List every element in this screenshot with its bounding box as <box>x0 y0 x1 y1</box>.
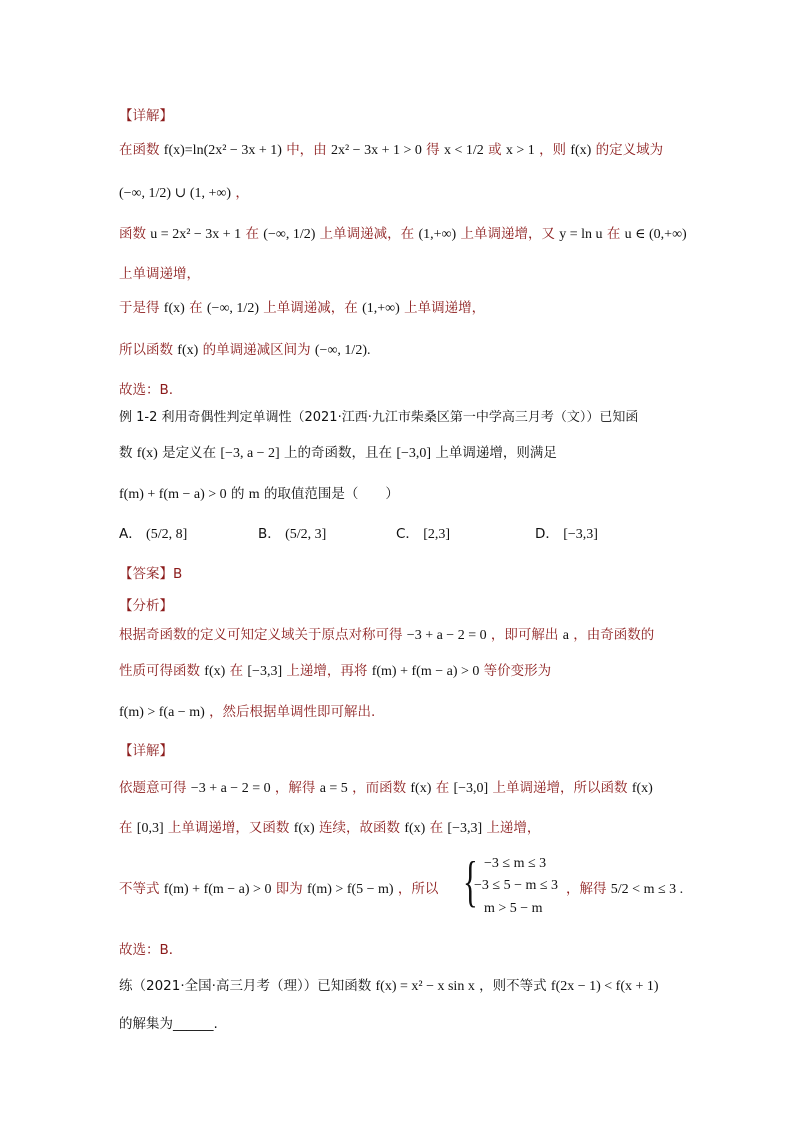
paragraph-line: 数 f(x) 是定义在 [−3, a − 2] 上的奇函数，且在 [−3,0] 上单调递增，则满足 <box>119 445 557 461</box>
paragraph-line: 在 [0,3] 上单调递增，又函数 f(x) 连续，故函数 f(x) 在 [−3,3] 上递增， <box>119 820 541 836</box>
paragraph-line: 根据奇函数的定义可知定义域关于原点对称可得 −3 + a − 2 = 0 ，即可解出 a ，由奇函数的 <box>119 627 655 643</box>
math-expression: f(x) <box>293 821 315 836</box>
math-expression: u ∈ (0,+∞) <box>624 227 687 242</box>
paragraph-line: 所以函数 f(x) 的单调递减区间为 (−∞, 1/2). <box>119 342 371 358</box>
paragraph-line: 在函数 f(x)=ln(2x² − 3x + 1) 中，由 2x² − 3x + 1 > 0 得 x < 1/2 或 x > 1 ，则 f(x) 的定义域为 <box>119 142 664 158</box>
example-title: 例 1-2 利用奇偶性判定单调性（2021·江西·九江市柴桑区第一中学高三月考（文））已知函 <box>119 410 639 425</box>
math-expression: f(m) > f(a − m) <box>119 705 205 720</box>
math-expression: (1,+∞) <box>362 301 400 316</box>
paragraph-line: 性质可得函数 f(x) 在 [−3,3] 上递增，再将 f(m) + f(m − a) > 0 等价变形为 <box>119 663 552 679</box>
math-expression: (−∞, 1/2) <box>263 227 316 242</box>
math-expression: f(x) <box>631 781 653 796</box>
paragraph-line: 故选：B． <box>119 942 183 958</box>
math-expression: [−3, a − 2] <box>220 446 280 461</box>
math-expression: u = 2x² − 3x + 1 <box>150 227 242 242</box>
math-expression: f(x) <box>204 664 226 679</box>
paragraph-line: 上单调递增， <box>119 266 200 282</box>
math-expression: f(x) <box>177 343 199 358</box>
math-expression: [−3,3] <box>247 664 283 679</box>
math-expression: −3 + a − 2 = 0 <box>190 781 271 796</box>
left-brace: { <box>463 851 478 913</box>
math-expression: [−3,0] <box>396 446 432 461</box>
math-expression: (1,+∞) <box>418 227 457 242</box>
math-expression: x > 1 <box>505 143 535 158</box>
math-expression: f(x) <box>570 143 592 158</box>
paragraph-line: f(m) + f(m − a) > 0 的 m 的取值范围是（ ） <box>119 486 399 502</box>
math-expression: f(m) > f(5 − m) <box>307 882 394 897</box>
answer-header: 【答案】B <box>119 566 183 582</box>
choice-a[interactable]: A． (5/2, 8] <box>119 526 188 542</box>
math-expression: f(x) <box>163 301 185 316</box>
paragraph-line: ，解得 5/2 < m ≤ 3 . <box>566 881 684 897</box>
analysis-header: 【分析】 <box>119 598 173 614</box>
math-expression: y = ln u <box>559 227 603 242</box>
paragraph-line: (−∞, 1/2) ∪ (1, +∞) ， <box>119 185 249 201</box>
paragraph-line: 于是得 f(x) 在 (−∞, 1/2) 上单调递减，在 (1,+∞) 上单调递增， <box>119 300 486 316</box>
math-expression: a = 5 <box>319 781 348 796</box>
paragraph-line: 不等式 f(m) + f(m − a) > 0 即为 f(m) > f(5 − m) ，所以 <box>119 881 439 897</box>
math-expression: 2x² − 3x + 1 > 0 <box>330 143 422 158</box>
choice-b[interactable]: B． (5/2, 3] <box>258 526 327 542</box>
detail-header: 【详解】 <box>119 108 173 124</box>
math-expression: f(m) + f(m − a) > 0 <box>119 487 227 502</box>
detail-header: 【详解】 <box>119 743 173 759</box>
math-expression: (−∞, 1/2). <box>314 343 371 358</box>
math-expression: (−∞, 1/2) <box>206 301 259 316</box>
math-expression: f(x) <box>404 821 426 836</box>
math-expression: [−3,3] <box>447 821 483 836</box>
paragraph-line: 函数 u = 2x² − 3x + 1 在 (−∞, 1/2) 上单调递减，在 (1,+∞) 上单调递增，又 y = ln u 在 u ∈ (0,+∞) <box>119 226 687 242</box>
math-expression: [−3,0] <box>453 781 489 796</box>
paragraph-line: 依题意可得 −3 + a − 2 = 0 ，解得 a = 5 ，而函数 f(x) 在 [−3,0] 上单调递增，所以函数 f(x) <box>119 780 653 796</box>
paragraph-line: 练（2021·全国·高三月考（理））已知函数 f(x) = x² − x sin x ，则不等式 f(2x − 1) < f(x + 1) <box>119 978 659 994</box>
math-expression: f(x) <box>136 446 158 461</box>
math-expression: (−∞, 1/2) ∪ (1, +∞) <box>119 186 232 201</box>
math-expression: f(x) = x² − x sin x <box>375 979 475 994</box>
math-expression: −3 + a − 2 = 0 <box>406 628 487 643</box>
system-inequality-3: m > 5 − m <box>484 901 543 916</box>
math-expression: f(x)=ln(2x² − 3x + 1) <box>163 143 282 158</box>
math-expression: f(2x − 1) < f(x + 1) <box>550 979 659 994</box>
math-expression: f(x) <box>410 781 432 796</box>
choice-c[interactable]: C． [2,3] <box>396 526 451 542</box>
system-inequality-1: −3 ≤ m ≤ 3 <box>484 856 547 871</box>
paragraph-line: 的解集为______. <box>119 1016 218 1032</box>
math-expression: a <box>562 628 569 643</box>
math-expression: f(m) + f(m − a) > 0 <box>163 882 272 897</box>
math-expression: 5/2 < m ≤ 3 . <box>610 882 684 897</box>
math-expression: x < 1/2 <box>443 143 484 158</box>
choice-d[interactable]: D． [−3,3] <box>535 526 598 542</box>
system-inequality-2: −3 ≤ 5 − m ≤ 3 <box>474 878 559 893</box>
math-expression: m <box>248 487 260 502</box>
paragraph-line: 故选：B. <box>119 382 174 398</box>
math-expression: [0,3] <box>136 821 164 836</box>
paragraph-line: f(m) > f(a − m) ，然后根据单调性即可解出. <box>119 704 376 720</box>
math-expression: f(m) + f(m − a) > 0 <box>371 664 480 679</box>
